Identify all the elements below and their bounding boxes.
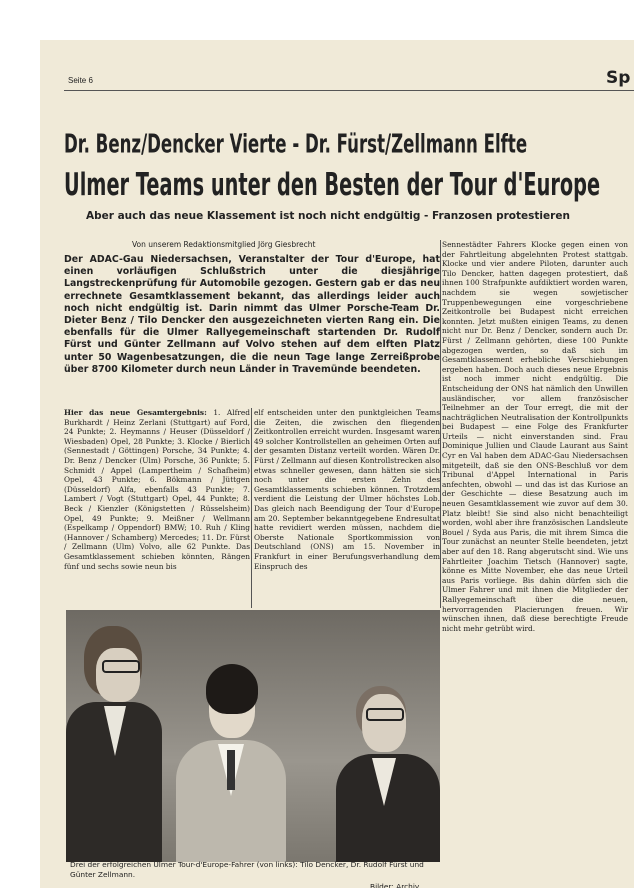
article-column-3: Sennestädter Fahrers Klocke gegen einen von der Fahrtleitung abgelehnten Protest stattgab. Klocke und vier andere Piloten, darunter auch Tilo Dencker, hatten dagegen protestiert, daß ihnen 100 Strafpunkte aufdiktiert worden waren, nachdem sie wegen sowjetischer Truppenbewegungen eine vorgeschriebene Zeitkontrolle bei Budapest nicht erreichen konnten. Jetzt mußten einigen Teams, zu denen nicht nur Dr. Benz / Dencker, sondern auch Dr. Fürst / Zellmann gehörten, diese 100 Punkte abgezogen werden, so daß sich im Gesamtklassement erhebliche Verschiebungen ergeben haben. Doch auch dieses neue Ergebnis ist noch immer nicht endgültig. Die Entscheidung der ONS hat nämlich den Unwillen ausländischer, vor allem französischer Teilnehmer an der Tour erregt, die mit der nachträglichen Neutralisation der Kontrollpunkts bei Budapest — eine Folge des Frankfurter Urteils — nicht einverstanden sind. Frau Dominique Jullien und Claude Laurant aus Saint Cyr en Val haben dem ADAC-Gau Niedersachsen mitgeteilt, daß sie den ONS-Beschluß vor dem Tribunal d'Appel International in Paris anfechten, obwohl — und das ist das Kuriose an der Geschichte — diese Besatzung auch im neuen Gesamtklassement wie zuvor auf dem 30. Platz bleibt! Sie sind also nicht benachteiligt worden, wohl aber ihre französischen Landsleute Bouel / Syda aus Paris, die mit ihrem Simca die Tour zunächst an neunter Stelle beendeten, jetzt aber auf den 18. Rang abgerutscht sind. Wie uns Fahrtleiter Joachim Tietsch (Hannover) sagte, könne es Mitte November, ehe das neue Urteil aus Paris vorliege. Bis dahin dürfen sich die Ulmer Fahrer und mit ihnen die Mitglieder der Rallyegemeinschaft über die neuen, hervorragenden Placierungen freuen. Wir wünschen ihnen, daß diese berechtigte Freude nicht mehr getrübt wird. xyxy=(442,240,628,633)
subheadline: Aber auch das neue Klassement ist noch nicht endgültig - Franzosen protestieren xyxy=(86,210,570,222)
team-photo xyxy=(66,610,440,862)
glasses-icon xyxy=(366,708,404,721)
person-right-face xyxy=(362,694,406,752)
tie-icon xyxy=(227,750,235,790)
person-center-hair xyxy=(206,664,258,714)
page-label: Seite 6 xyxy=(68,76,93,85)
header-rule xyxy=(64,90,634,91)
headline-secondary: Ulmer Teams unter den Besten der Tour d'Europe xyxy=(64,168,601,204)
results-text: 1. Alfred Burkhardt / Heinz Zerlani (Stuttgart) auf Ford, 24 Punkte; 2. Heymanns / Heuser (Düsseldorf / Wiesbaden) Opel, 28 Punkte; 3. Klocke / Bierlich (Sennestadt / Göttingen) Porsche, 34 Punkte; 4. Dr. Benz / Dencker (Ulm) Porsche, 36 Punkte; 5. Schmidt / Appel (Lampertheim / Schafheim) Opel, 43 Punkte; 6. Bökmann / Jüttgen (Düsseldorf) Alfa, ebenfalls 43 Punkte; 7. Lambert / Vogt (Stuttgart) Opel, 44 Punkte; 8. Beck / Kienzler (Königstetten / Rüsselsheim) Opel, 49 Punkte; 9. Meißner / Wellmann (Espelkamp / Oppendorf) BMW; 10. Ruh / Kling (Hannover / Schamberg) Mercedes; 11. Dr. Fürst / Zellmann (Ulm) Volvo, alle 62 Punkte. Das Gesamtklassement schieben könnten, Rängen fünf und sechs sowie neun bis xyxy=(64,408,250,571)
person-left-face xyxy=(96,648,140,702)
article-column-1 xyxy=(64,408,250,571)
article-column-2: elf entscheiden unter den punktgleichen Teams die Zeiten, die zwischen den fliegenden Zeitkontrollen erreicht wurden. Insgesamt waren 49 solcher Kontrollstellen an geheimen Orten auf der gesamten Distanz verteilt worden. Wären Dr. Fürst / Zellmann auf diesen Kontrollstrecken also etwas schneller gewesen, dann hätten sie sich noch unter die ersten Zehn des Gesamtklassements schieben können. Trotzdem verdient die Leistung der Ulmer höchstes Lob. Das gleich nach Beendigung der Tour d'Europe am 20. September bekanntgegebene Endresultat hatte revidiert werden müssen, nachdem die Oberste Nationale Sportkommission von Deutschland (ONS) am 15. November in Frankfurt in einer Berufungsverhandlung dem Einspruch des xyxy=(254,408,440,571)
newspaper-clipping xyxy=(40,40,634,888)
column-divider xyxy=(440,240,441,608)
glasses-icon xyxy=(102,660,140,673)
lead-paragraph: Der ADAC-Gau Niedersachsen, Veranstalter der Tour d'Europe, hat einen vorläufigen Schlußstrich unter die diesjährige Langstreckenprüfung für Automobile gezogen. Gestern gab er das neu errechnete Gesamtklassement bekannt, das allerdings leider auch noch nicht endgültig ist. Darin nimmt das Ulmer Porsche-Team Dr. Dieter Benz / Tilo Dencker den ausgezeichneten vierten Rang ein. Die ebenfalls für die Ulmer Rallyegemeinschaft startenden Dr. Rudolf Fürst und Günter Zellmann auf Volvo stehen auf dem elften Platz unter 50 Wagenbesatzungen, die die neun Tage lange Zerreißprobe über 8700 Kilometer durch neun Länder in Travemünde beendeten. xyxy=(64,254,440,375)
photo-credit: Bilder: Archiv xyxy=(370,882,420,888)
section-title-fragment: Sp xyxy=(606,68,631,88)
byline: Von unserem Redaktionsmitglied Jörg Giesbrecht xyxy=(132,240,316,249)
column-divider xyxy=(251,408,252,608)
photo-caption: Drei der erfolgreichen Ulmer Tour-d'Europe-Fahrer (von links): Tilo Dencker, Dr. Rudolf Fürst und Günter Zellmann. xyxy=(70,860,424,879)
headline-primary: Dr. Benz/Dencker Vierte - Dr. Fürst/Zellmann Elfte xyxy=(64,128,528,160)
results-title: Hier das neue Gesamtergebnis: xyxy=(64,408,207,417)
